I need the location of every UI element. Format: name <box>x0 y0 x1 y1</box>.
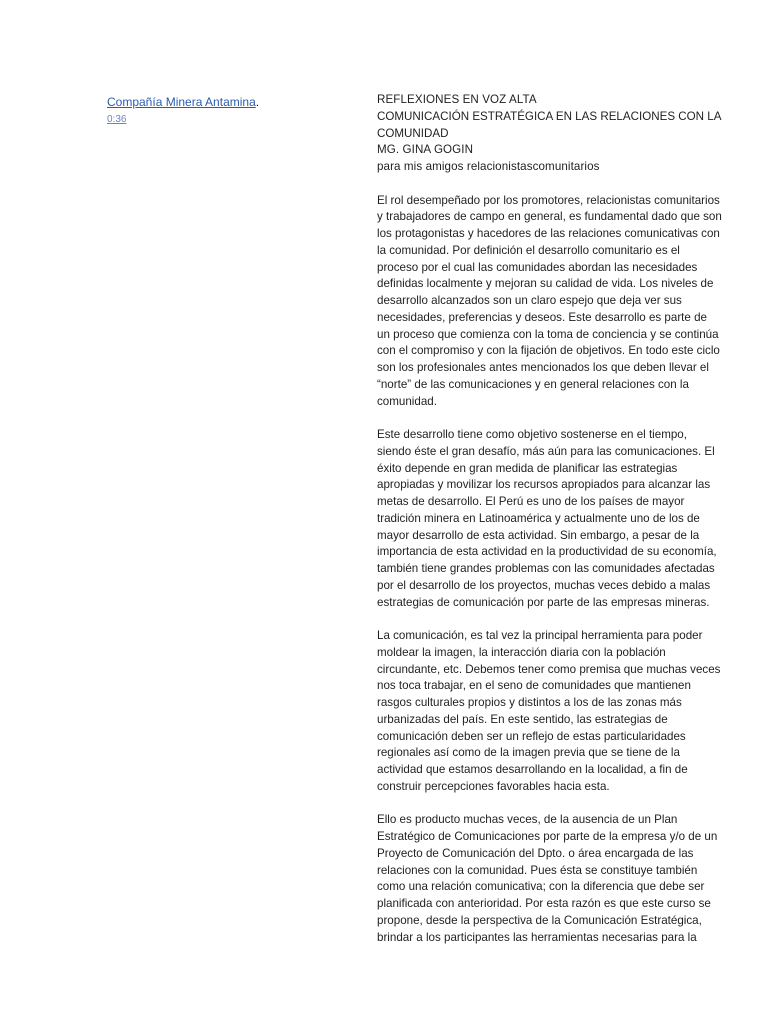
article-heading <box>377 92 722 176</box>
article-paragraph: Ello es producto muchas veces, de la ausencia de un Plan Estratégico de Comunicaciones por parte de la empresa y/o de un Proyecto de Comunicación del Dpto. o área encargada de las relaciones con la comunidad. Pues ésta se constituye también como una relación comunicativa; con la diferencia que debe ser planificada con anterioridad. Por esta razón es que este curso se propone, desde la perspectiva de la Comunicación Estratégica, brindar a los participantes las herramientas necesarias para la <box>377 813 718 944</box>
article-paragraph: El rol desempeñado por los promotores, relacionistas comunitarios y trabajadores de campo en general, es fundamental dado que son los protagonistas y hacedores de las relaciones comunicativas con la comunidad. Por definición el desarrollo comunitario es el proceso por el cual las comunidades abordan las necesidades definidas localmente y mejoran su calidad de vida. Los niveles de desarrollo alcanzados son un claro espejo que deja ver sus necesidades, preferencias y deseos. Este desarrollo es parte de un proceso que comienza con la toma de conciencia y se continúa con el compromiso y con la fijación de objetivos. En todo este ciclo son los profesionales antes mencionados los que deben llevar el “norte” de las comunicaciones y en general relaciones con la comunidad. <box>377 193 722 408</box>
heading-subtitle: COMUNICACIÓN ESTRATÉGICA EN LAS RELACIONES CON LA COMUNIDAD <box>377 109 721 140</box>
company-line <box>107 93 307 111</box>
article-paragraph: Este desarrollo tiene como objetivo sostenerse en el tiempo, siendo éste el gran desafío, más aún para las comunicaciones. El éxito depende en gran medida de planificar las estrategias apropiadas y movilizar los recursos apropiados para alcanzar las metas de desarrollo. El Perú es uno de los países de mayor tradición minera en Latinoamérica y actualmente uno de los de mayor desarrollo de esta actividad. Sin embargo, a pesar de la importancia de esta actividad en la productividad de su economía, también tiene grandes problemas con las comunidades afectadas por el desarrollo de los proyectos, muchas veces debido a malas estrategias de comunicación por parte de las empresas mineras. <box>377 428 717 609</box>
timestamp-link[interactable]: 0:36 <box>107 114 127 125</box>
article <box>377 92 722 946</box>
company-link[interactable]: Compañía Minera Antamina <box>107 95 256 109</box>
article-paragraph: La comunicación, es tal vez la principal herramienta para poder moldear la imagen, la interacción diaria con la población circundante, etc. Debemos tener como premisa que muchas veces nos toca trabajar, en el seno de comunidades que mantienen rasgos culturales propios y distintos a los de las zonas más urbanizadas del país. En este sentido, las estrategias de comunicación deben ser un reflejo de estas particularidades regionales así como de la imagen previa que se tiene de la actividad que estamos desarrollando en la localidad, a fin de construir percepciones favorables hacia esta. <box>377 629 721 793</box>
heading-title: REFLEXIONES EN VOZ ALTA <box>377 93 537 106</box>
sidebar <box>107 93 307 127</box>
heading-author: MG. GINA GOGIN <box>377 143 474 157</box>
company-link-period: . <box>255 95 260 109</box>
heading-dedication: para mis amigos relacionistascomunitarios <box>377 160 600 173</box>
